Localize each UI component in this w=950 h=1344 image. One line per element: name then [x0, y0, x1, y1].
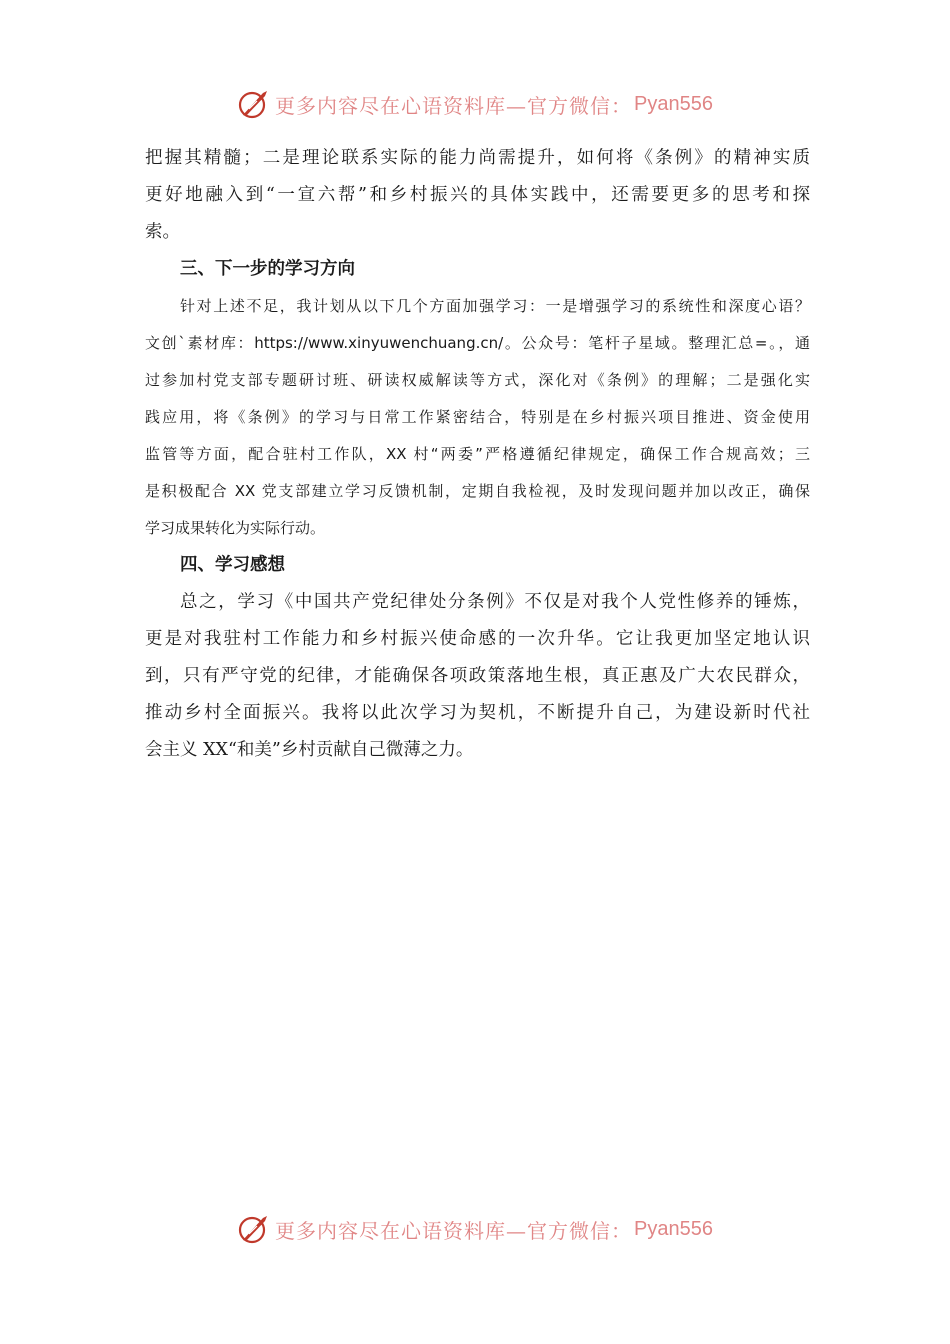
paragraph-line: 总之，学习《中国共产党纪律处分条例》不仅是对我个人党性修养的锤炼，: [180, 592, 810, 612]
section-heading: 三、下一步的学习方向: [180, 259, 355, 279]
paragraph-line: 会主义 XX“和美”乡村贡献自己微薄之力。: [145, 740, 474, 760]
paragraph-line: 针对上述不足，我计划从以下几个方面加强学习：一是增强学习的系统性和深度心语？: [180, 297, 810, 315]
paragraph-line: 监管等方面，配合驻村工作队，XX 村“两委”严格遵循纪律规定，确保工作合规高效；三: [145, 445, 810, 463]
quill-logo-icon: [237, 87, 271, 121]
paragraph-line: 是积极配合 XX 党支部建立学习反馈机制，定期自我检视，及时发现问题并加以改正，确保: [145, 482, 810, 500]
watermark-wechat-id: Pyan556: [634, 1217, 713, 1240]
paragraph-line: 文创`素材库：https://www.xinyuwenchuang.cn/。公众号：笔杆子星域。整理汇总=。，通: [145, 334, 810, 352]
paragraph-line: 更是对我驻村工作能力和乡村振兴使命感的一次升华。它让我更加坚定地认识: [145, 629, 810, 649]
quill-logo-icon: [237, 1212, 271, 1246]
section-heading: 四、学习感想: [180, 555, 285, 575]
paragraph-line: 索。: [145, 222, 180, 242]
watermark-text: 更多内容尽在心语资料库—官方微信：: [275, 1218, 633, 1243]
paragraph-line: 学习成果转化为实际行动。: [145, 519, 326, 537]
watermark-wechat-id: Pyan556: [634, 92, 713, 115]
header-watermark: [0, 84, 950, 124]
document-body: [145, 140, 810, 769]
paragraph-line: 把握其精髓；二是理论联系实际的能力尚需提升，如何将《条例》的精神实质: [145, 148, 810, 168]
paragraph-line: 推动乡村全面振兴。我将以此次学习为契机，不断提升自己，为建设新时代社: [145, 703, 810, 723]
footer-watermark: [0, 1209, 950, 1249]
paragraph-line: 践应用，将《条例》的学习与日常工作紧密结合，特别是在乡村振兴项目推进、资金使用: [145, 408, 810, 426]
watermark-text: 更多内容尽在心语资料库—官方微信：: [275, 93, 633, 118]
paragraph-line: 过参加村党支部专题研讨班、研读权威解读等方式，深化对《条例》的理解；二是强化实: [145, 371, 810, 389]
paragraph-line: 到，只有严守党的纪律，才能确保各项政策落地生根，真正惠及广大农民群众，: [145, 666, 810, 686]
paragraph-line: 更好地融入到“一宣六帮”和乡村振兴的具体实践中，还需要更多的思考和探: [145, 185, 810, 205]
